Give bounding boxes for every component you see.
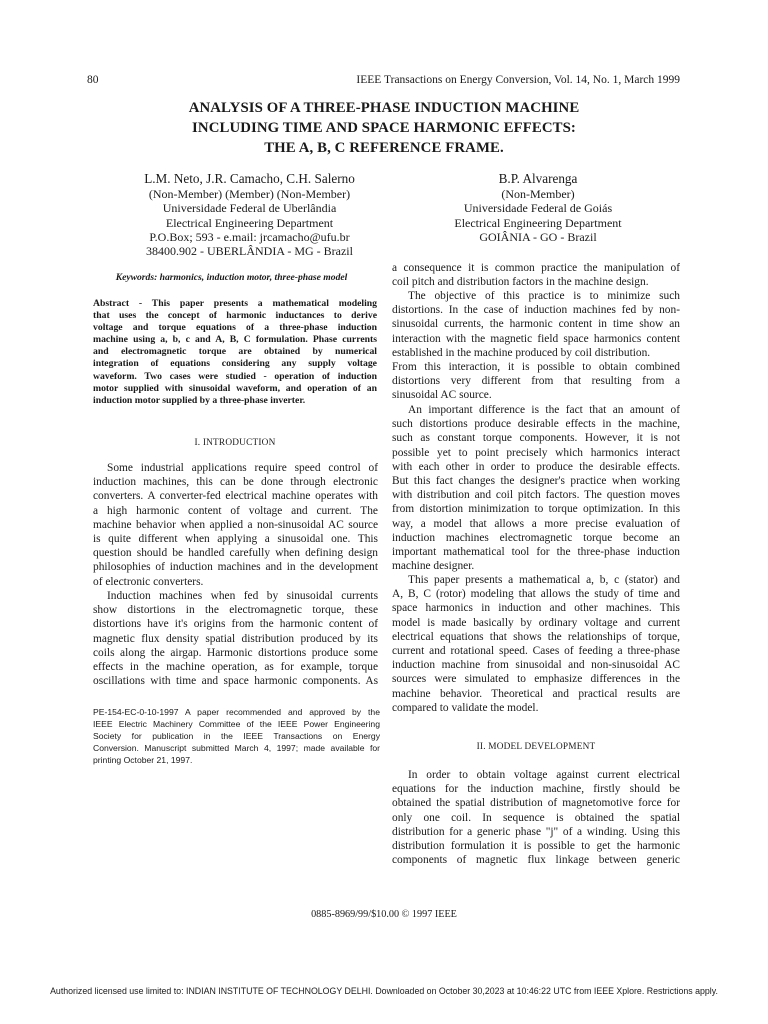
author-department: Electrical Engineering Department — [165, 215, 334, 230]
text-line: distortions. In the case of induction machines fed by non- — [392, 304, 680, 317]
author-address: 38400.902 - UBERLÂNDIA - MG - Brazil — [146, 244, 353, 259]
author-affiliation: Universidade Federal de Goiás — [463, 201, 613, 216]
footnote-line: printing October 21, 1997. — [93, 755, 193, 765]
text-line: equations for the induction machine, firstly should be — [392, 783, 680, 796]
journal-header: IEEE Transactions on Energy Conversion, Vol. 14, No. 1, March 1999 — [356, 74, 680, 86]
text-line: interaction with the magnetic field space harmonics content — [392, 332, 680, 345]
text-line: coil pitch and distribution factors in the machine design. — [392, 276, 649, 289]
text-line: effects in the machine operation, as for example, torque — [93, 660, 378, 673]
text-line: sinusoidal currents, the harmonic content in time show an — [392, 318, 680, 331]
text-line: The objective of this practice is to minimize such — [408, 290, 680, 302]
text-line: oscillations with time and space harmonic components. As — [93, 675, 378, 688]
authors-right — [395, 170, 681, 244]
text-line: sources were simulated to emphasize differences in the — [392, 673, 680, 686]
text-line: distortions have it's origins from the harmonic content of — [93, 618, 378, 631]
authorized-use-notice: Authorized licensed use limited to: INDIAN INSTITUTE OF TECHNOLOGY DELHI. Downloaded on October 30,2023 at 10:46:22 UTC from IEEE Xplore. Restrictions apply. — [50, 986, 718, 996]
text-line: only one coil. In sequence is obtained the spatial — [392, 811, 680, 824]
text-line: distribution formulation it is possible to get the harmonic — [392, 839, 680, 852]
keywords: Keywords: harmonics, induction motor, three-phase model — [115, 272, 348, 283]
footnote — [93, 706, 380, 766]
text-line: A, B, C (rotor) modeling that allows the study of time and — [392, 588, 680, 601]
abstract-line: waveform. Two cases were studied - operation of induction — [93, 370, 377, 382]
text-line: space harmonics in induction and other machines. This — [392, 602, 680, 615]
right-paragraph-2 — [392, 289, 680, 403]
author-contact: P.O.Box; 593 - e.mail: jrcamacho@ufu.br — [149, 229, 350, 244]
text-line: sinusoidal AC source. — [392, 389, 492, 402]
text-line: magnetic flux density spatial distribution produced by its — [93, 632, 378, 645]
page-number: 80 — [87, 74, 99, 86]
paper-title — [110, 98, 658, 158]
footnote-line: Society for publication in the IEEE Transactions on Energy — [93, 731, 380, 741]
text-line: But this fact changes the designer's practice when working — [392, 474, 680, 487]
abstract-line: induction motor supplied by a three-phase inverter. — [93, 394, 306, 406]
text-line: distortions very different from that resulting from a — [392, 375, 680, 388]
text-line: question should be handled carefully when defining design — [93, 547, 378, 560]
right-paragraph-3 — [392, 403, 680, 573]
text-line: machine designer. — [392, 560, 475, 573]
text-line: a consequence it is common practice the manipulation of — [392, 262, 680, 274]
text-line: machine behavior when applied a non-sinusoidal AC source — [93, 518, 378, 531]
author-address: GOIÂNIA - GO - Brazil — [479, 229, 597, 244]
abstract-line: motor supplied with sinusoidal waveform, and operation of an — [93, 382, 377, 394]
text-line: induction machines electromagnetic torque become an — [392, 531, 680, 544]
text-line: with each other in order to produce the desirable effects. — [392, 460, 680, 473]
text-line: An important difference is the fact that an amount of — [408, 404, 680, 416]
title-line: INCLUDING TIME AND SPACE HARMONIC EFFECTS: — [192, 120, 576, 136]
text-line: way, a model that allows a more precise evaluation of — [392, 517, 680, 530]
author-membership: (Non-Member) (Member) (Non-Member) — [148, 187, 351, 201]
text-line: such as constant torque components. However, it is not — [392, 432, 680, 445]
abstract-line: that uses the concept of harmonic inductances to derive — [93, 310, 377, 322]
abstract-line: and electromagnetic torque are obtained by numerical — [93, 346, 377, 358]
abstract-line: Abstract - This paper presents a mathematical modeling — [93, 298, 377, 309]
intro-paragraph-1 — [93, 461, 378, 589]
text-line: coils along the airgap. Harmonic distortions produce some — [93, 646, 378, 659]
text-line: Some industrial applications require speed control of — [107, 462, 378, 474]
copyright-line: 0885-8969/99/$10.00 © 1997 IEEE — [311, 909, 457, 920]
text-line: current and rotational speed. Cases of feeding a three-phase — [392, 644, 680, 657]
text-line: Induction machines when fed by sinusoidal currents — [107, 590, 378, 602]
text-line: In order to obtain voltage against current electrical — [408, 769, 680, 781]
title-line: THE A, B, C REFERENCE FRAME. — [264, 140, 504, 156]
text-line: distribution for a generic phase "j" of a winding. Using this — [392, 825, 680, 838]
section-heading-model-development: II. MODEL DEVELOPMENT — [476, 742, 596, 752]
text-line: with distribution and coil pitch factors. The question moves — [392, 489, 680, 502]
text-line: electrical equations that shows the relationships of torque, — [392, 630, 680, 643]
author-names: L.M. Neto, J.R. Camacho, C.H. Salerno — [144, 171, 355, 186]
text-line: show distortions in the electromagnetic torque, these — [93, 604, 378, 617]
text-line: components of magnetic flux linkage between generic — [392, 854, 680, 867]
footnote-line: Conversion. Manuscript submitted March 4, 1997; made available for — [93, 743, 380, 753]
text-line: model is made basically by ordinary voltage and current — [392, 616, 680, 629]
text-line: philosophies of induction machines and in the development — [93, 561, 378, 574]
authors-left — [87, 170, 412, 258]
text-line: converters. A converter-fed electrical machine operates with — [93, 490, 378, 503]
text-line: From this interaction, it is possible to obtain combined — [392, 360, 680, 373]
text-line: This paper presents a mathematical a, b, c (stator) and — [408, 574, 680, 586]
author-affiliation: Universidade Federal de Uberlândia — [162, 201, 337, 216]
footnote-line: PE-154-EC-0-10-1997 A paper recommended and approved by the — [93, 707, 380, 717]
author-department: Electrical Engineering Department — [454, 215, 622, 230]
right-paragraph-1 — [392, 261, 680, 289]
right-paragraph-4 — [392, 573, 680, 715]
text-line: obtained the spatial distribution of magnetomotive force for — [392, 797, 680, 810]
abstract-line: voltage and torque equations of a three-phase induction — [93, 322, 377, 334]
text-line: induction machines, this can be done through electronic — [93, 476, 378, 489]
text-line: is quite different when applying a sinusoidal one. This — [93, 532, 378, 545]
text-line: from distortion minimization to torque optimization. In this — [392, 503, 680, 516]
text-line: such distortions produce desirable effects in the machine, — [392, 418, 680, 431]
abstract-line: integration of equations considering any supply voltage — [93, 358, 377, 370]
abstract-line: machine using a, b, c and A, B, C formulation. Phase currents — [93, 334, 377, 346]
text-line: induction machine from sinusoidal and non-sinusoidal AC — [392, 659, 680, 672]
abstract — [93, 298, 377, 407]
text-line: established in the machine produced by coil distribution. — [392, 346, 651, 359]
intro-paragraph-2 — [93, 589, 378, 688]
text-line: possible yet to point precisely which harmonics interact — [392, 446, 680, 459]
text-line: compared to validate the model. — [392, 701, 539, 714]
section-heading-introduction: I. INTRODUCTION — [194, 438, 276, 448]
text-line: a high harmonic content of voltage and current. The — [93, 504, 378, 517]
text-line: of electronic converters. — [93, 575, 204, 588]
author-membership: (Non-Member) — [501, 187, 575, 201]
author-names: B.P. Alvarenga — [498, 171, 578, 186]
text-line: machine behavior. Theoretical and practical results are — [392, 687, 680, 700]
title-line: ANALYSIS OF A THREE-PHASE INDUCTION MACHINE — [188, 100, 580, 116]
text-line: important mathematical tool for the three-phase induction — [392, 545, 680, 558]
footnote-line: IEEE Electric Machinery Committee of the IEEE Power Engineering — [93, 719, 380, 729]
model-paragraph-1 — [392, 768, 680, 867]
